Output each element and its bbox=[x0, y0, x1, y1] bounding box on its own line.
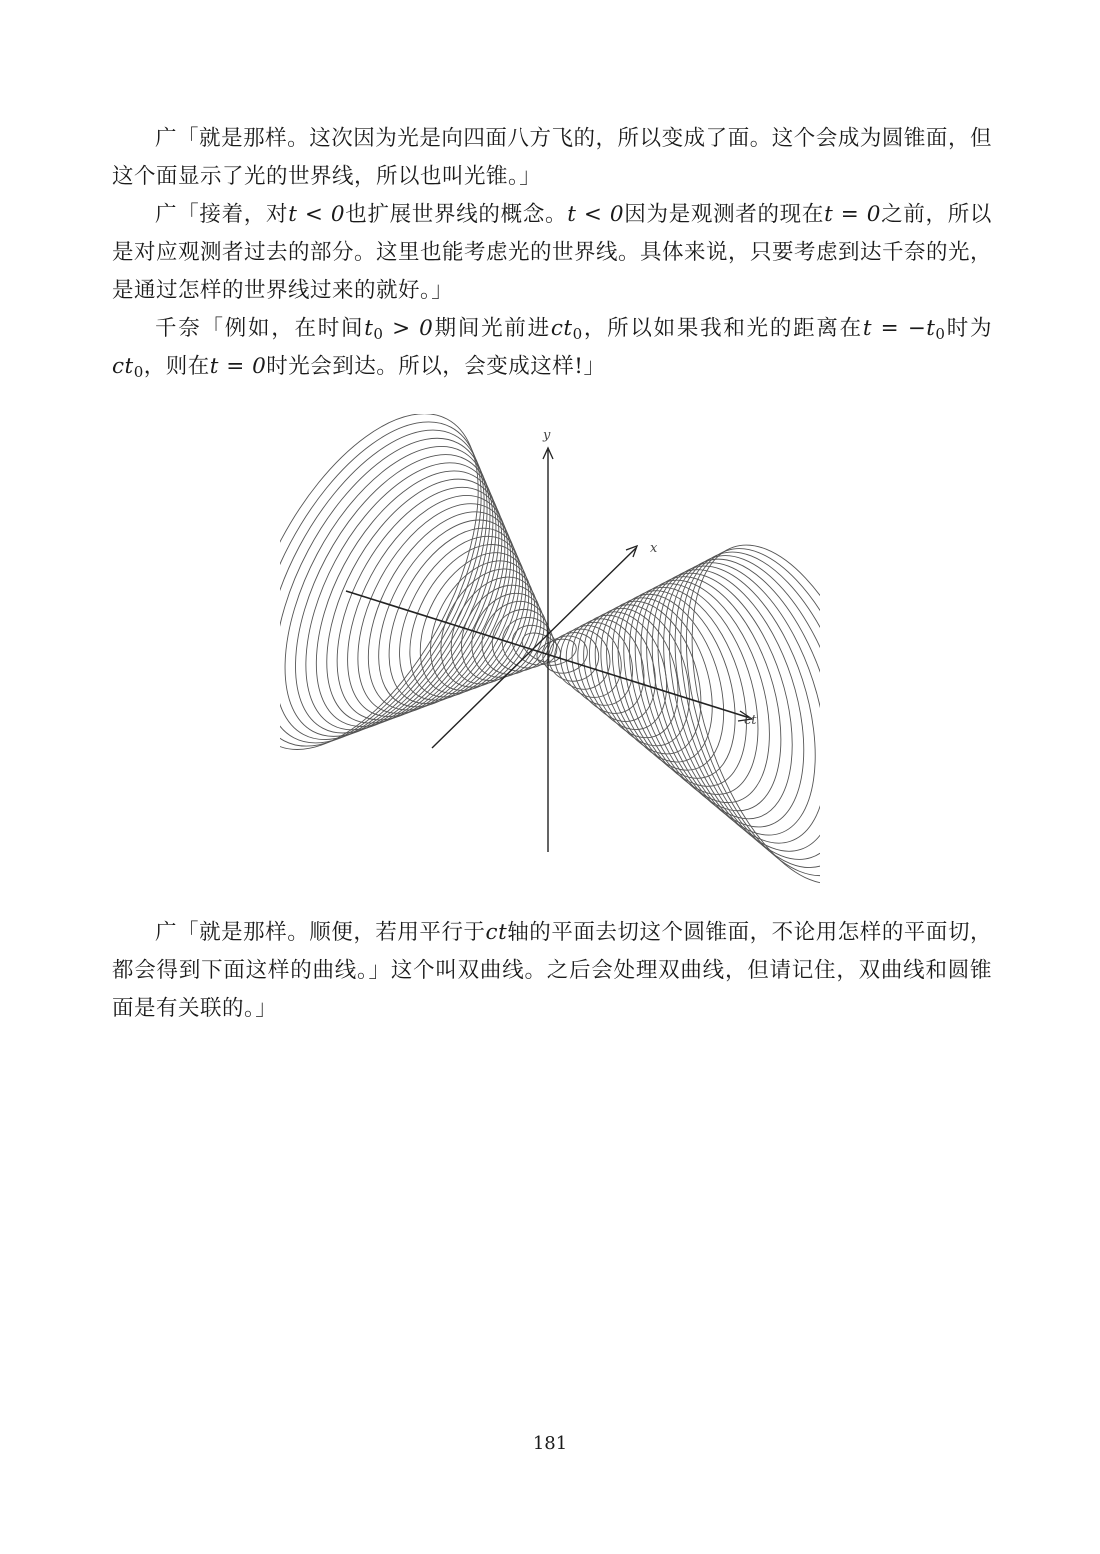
cone-ring bbox=[280, 414, 527, 786]
math-expression: > 0 bbox=[383, 316, 434, 341]
text-run: 时为 bbox=[945, 316, 992, 341]
speaker-name: 千奈 bbox=[155, 316, 202, 341]
light-cone-diagram bbox=[280, 414, 820, 884]
x-axis-label: x bbox=[650, 541, 658, 556]
top-text-block bbox=[112, 120, 992, 386]
math-expression: t = 0 bbox=[209, 354, 267, 379]
text-run: ，所以如果我和光的距离在 bbox=[582, 316, 863, 341]
text-run: 也扩展世界线的概念。 bbox=[345, 202, 568, 227]
math-subscript: 0 bbox=[572, 324, 583, 343]
text-run: 期间光前进 bbox=[433, 316, 551, 341]
speaker-name: 广 bbox=[155, 202, 178, 227]
cone-rings bbox=[280, 414, 820, 884]
text-run: 「就是那样。这次因为光是向四面八方飞的，所以变成了面。这个会成为圆锥面，但这个面显示了光的世界线，所以也叫光锥。」 bbox=[112, 126, 992, 189]
speaker-name: 广 bbox=[155, 920, 178, 945]
light-cone-figure bbox=[280, 414, 820, 884]
paragraph bbox=[112, 196, 992, 310]
math-expression: t < 0 bbox=[567, 202, 625, 227]
math-expression: t bbox=[364, 316, 374, 341]
cone-ring bbox=[302, 460, 539, 747]
cone-ring bbox=[398, 534, 551, 712]
text-run: 「就是那样。顺便，若用平行于 bbox=[177, 920, 486, 945]
text-run: 「接着，对 bbox=[177, 202, 289, 227]
math-subscript: 0 bbox=[935, 324, 946, 343]
text-run: 「例如，在时间 bbox=[201, 316, 365, 341]
y-axis-label: y bbox=[543, 428, 551, 443]
text-run: 因为是观测者的现在 bbox=[624, 202, 825, 227]
paragraph bbox=[112, 914, 992, 1028]
math-expression: t = 0 bbox=[824, 202, 881, 227]
math-subscript: 0 bbox=[373, 324, 384, 343]
paragraph bbox=[112, 120, 992, 196]
text-run: 时光会到达。所以，会变成这样!」 bbox=[266, 354, 606, 379]
ct-axis-label: ct bbox=[744, 713, 757, 728]
text-run: 之前，所以是对应观测者过去的部分。这里也能考虑光的世界线。具体来说，只要考虑到达千奈的光，是通过怎样的世界线过来的就好。」 bbox=[112, 202, 993, 303]
cone-ring bbox=[326, 479, 542, 738]
math-subscript: 0 bbox=[133, 362, 144, 381]
text-run: ，则在 bbox=[143, 354, 210, 379]
paragraph bbox=[112, 310, 992, 386]
math-expression: t < 0 bbox=[288, 202, 346, 227]
cone-ring bbox=[280, 414, 528, 782]
axes bbox=[346, 448, 752, 852]
page-number: 181 bbox=[532, 1433, 568, 1454]
bottom-text-block bbox=[112, 914, 992, 1028]
math-expression: ct bbox=[550, 316, 573, 341]
math-expression: ct bbox=[112, 354, 134, 379]
speaker-name: 广 bbox=[155, 126, 178, 151]
math-expression: ct bbox=[485, 920, 508, 945]
text-run: 轴的平面去切这个圆锥面，不论用怎样的平面切，都会得到下面这样的曲线。」这个叫双曲线。之后会处理双曲线，但请记住，双曲线和圆锥面是有关联的。」 bbox=[112, 920, 992, 1021]
cone-ring bbox=[350, 497, 545, 729]
math-expression: t = −t bbox=[862, 316, 936, 341]
